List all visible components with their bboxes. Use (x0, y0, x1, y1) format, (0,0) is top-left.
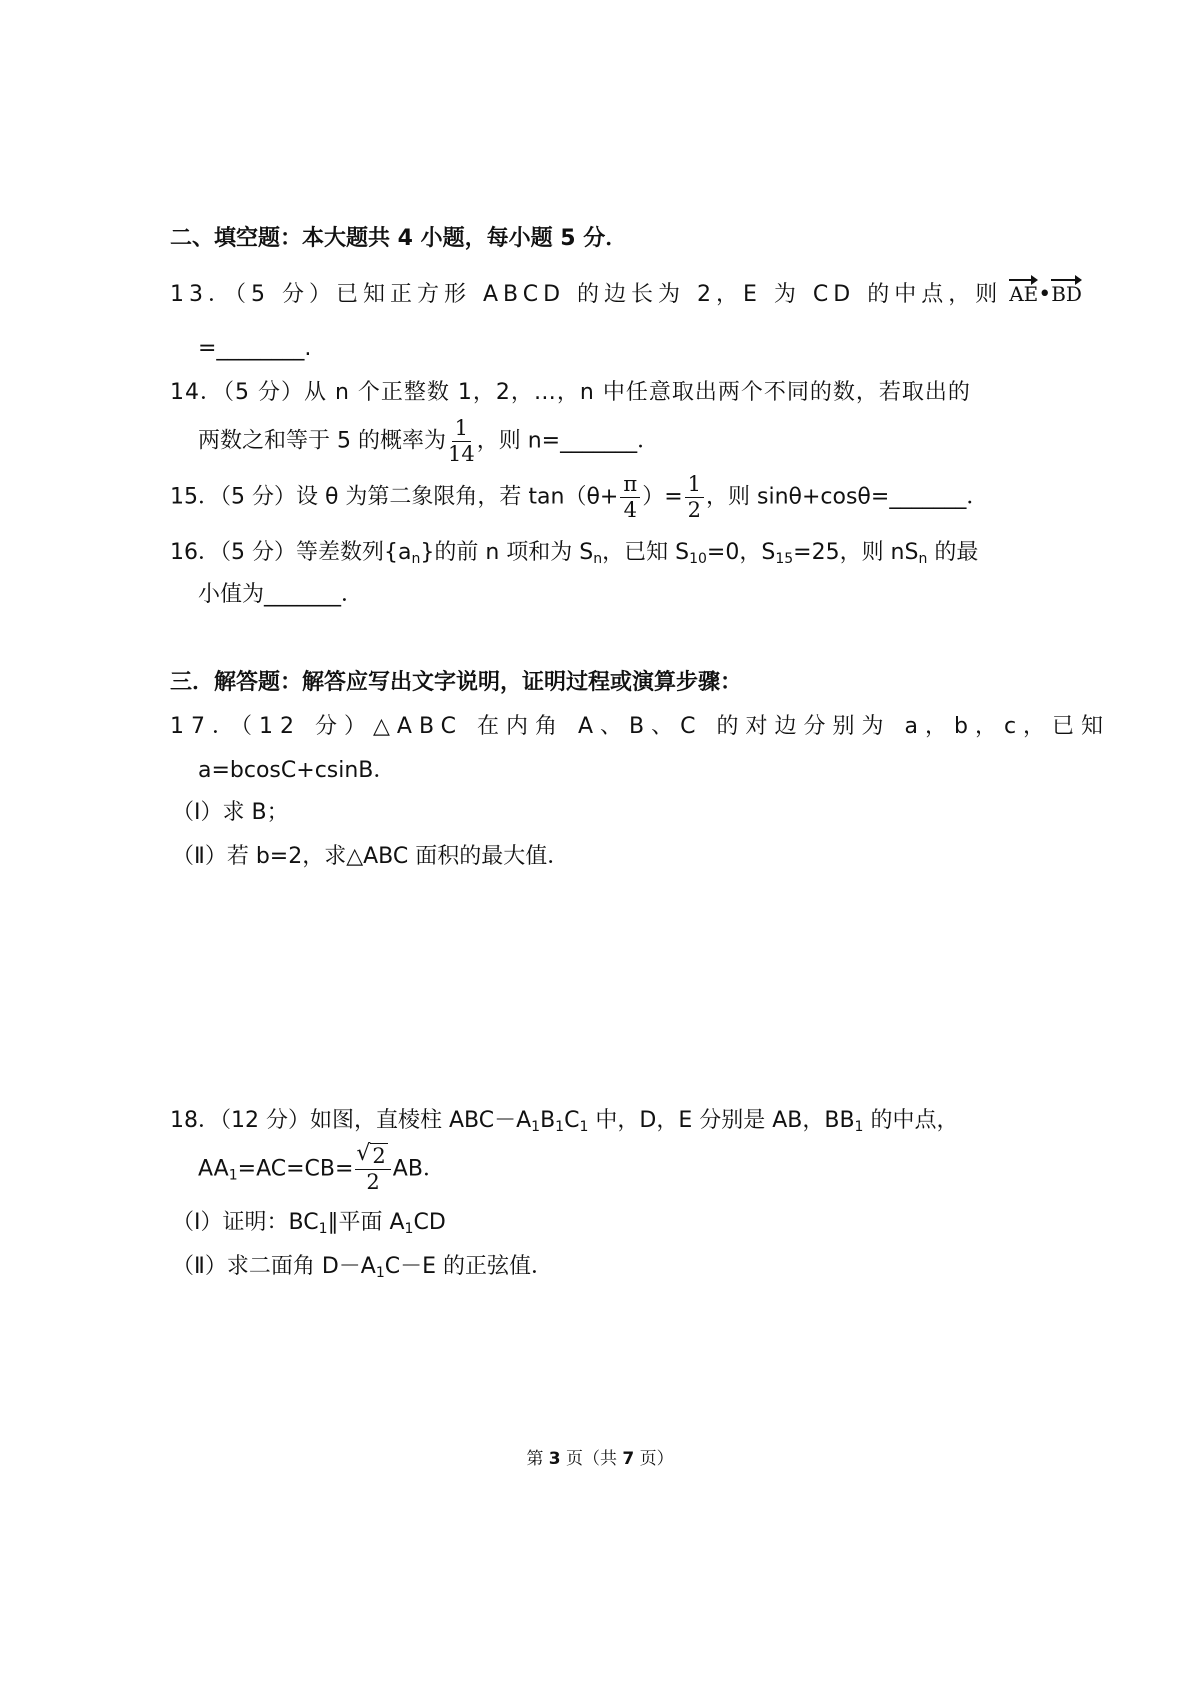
question-14-line2-pre: 两数之和等于 5 的概率为 (198, 428, 446, 454)
question-15-pre: 15．（5 分）设 θ 为第二象限角，若 tan（θ+ (170, 484, 619, 510)
q18-sub-4: 1 (854, 1119, 864, 1135)
fraction-numerator (355, 1146, 390, 1170)
q18-p2-text-a: （Ⅱ）求二面角 D－A (172, 1254, 376, 1279)
q16-text-d: =0，S (706, 540, 776, 565)
question-16-line1 (170, 540, 979, 567)
question-18-line2 (198, 1146, 445, 1193)
page-footer (0, 1444, 1200, 1469)
fraction-sqrt2-2 (355, 1146, 390, 1193)
footer-text-mid: 页（共 (560, 1449, 623, 1469)
question-18-part-1 (172, 1210, 446, 1237)
q16-text-b: }的前 n 项和为 S (420, 540, 594, 565)
q18-text-e: 的中点， (863, 1108, 959, 1133)
q18-l2-text-b: =AC=CB= (237, 1156, 354, 1182)
question-13-text: 13．（5 分）已知正方形 ABCD 的边长为 2，E 为 CD 的中点，则 (170, 282, 1003, 307)
q16-sub-b: n (593, 551, 603, 567)
fraction-denominator: 14 (447, 442, 475, 466)
fraction-numerator: 1 (685, 474, 704, 498)
question-18-part-2 (172, 1254, 553, 1281)
q18-p2-text-b: C－E 的正弦值． (384, 1254, 553, 1279)
question-17-part-2: （Ⅱ）若 b=2，求△ABC 面积的最大值． (172, 844, 570, 869)
q18-p2-sub: 1 (375, 1265, 385, 1281)
q18-p1-text-b: ∥平面 A (327, 1210, 405, 1235)
q16-sub-c: 10 (689, 551, 707, 567)
section-3-heading: 三．解答题：解答应写出文字说明，证明过程或演算步骤： (170, 670, 743, 695)
fraction-denominator: 4 (623, 498, 637, 522)
q18-sub-2: 1 (555, 1119, 565, 1135)
footer-total-pages: 7 (622, 1449, 635, 1469)
fraction-numerator: 1 (452, 418, 471, 442)
sqrt-symbol (358, 1146, 387, 1167)
vector-ae: AE (1009, 282, 1039, 306)
fraction-pi-4 (620, 474, 640, 521)
q18-l2-text-a: AA (198, 1156, 229, 1182)
question-18-line1 (170, 1108, 959, 1135)
question-17-part-1: （Ⅰ）求 B； (172, 800, 289, 825)
q18-p1-text-a: （Ⅰ）证明：BC (172, 1210, 319, 1235)
fraction-numerator: π (620, 474, 640, 498)
q16-text-e: =25，则 nS (793, 540, 919, 565)
question-13-answer-blank: =________. (198, 336, 312, 361)
question-14-line1: 14．（5 分）从 n 个正整数 1，2，…，n 中任意取出两个不同的数，若取出的 (170, 380, 971, 405)
question-17-line2: a=bcosC+csinB． (198, 758, 396, 783)
vector-bd: BD (1051, 282, 1082, 306)
q16-sub-d: 15 (775, 551, 794, 567)
question-14-line2 (198, 418, 659, 465)
question-13 (170, 284, 1082, 306)
question-17-line1: 17．（12 分）△ABC 在内角 A、B、C 的对边分别为 a，b，c，已知 (170, 714, 1111, 739)
q16-sub-a: n (411, 551, 421, 567)
footer-text-pre: 第 (526, 1449, 549, 1469)
q18-l2-sub: 1 (228, 1167, 238, 1184)
q16-text-c: ，已知 S (602, 540, 690, 565)
q18-text-a: 18．（12 分）如图，直棱柱 ABC－A (170, 1108, 532, 1133)
fraction-1-14 (448, 418, 475, 465)
q16-text-f: 的最 (927, 540, 979, 565)
q18-text-d: 中，D，E 分别是 AB，BB (588, 1108, 855, 1133)
q18-sub-1: 1 (531, 1119, 541, 1135)
footer-page-number: 3 (548, 1449, 561, 1469)
section-2-heading: 二、填空题：本大题共 4 小题，每小题 5 分． (170, 226, 628, 251)
dot-operator: • (1038, 282, 1052, 307)
radicand: 2 (372, 1144, 386, 1168)
question-16-line2: 小值为_______． (198, 582, 364, 607)
fraction-1-2 (685, 474, 704, 521)
q18-sub-3: 1 (579, 1119, 589, 1135)
q18-p1-text-c: CD (413, 1210, 446, 1235)
question-14-line2-post: ，则 n=_______． (476, 428, 660, 454)
q18-p1-sub-1: 1 (318, 1221, 328, 1237)
fraction-denominator: 2 (366, 1170, 380, 1194)
question-15-post: ，则 sinθ+cosθ=_______． (706, 484, 989, 510)
question-15-mid: ）= (642, 484, 683, 510)
footer-text-post: 页） (634, 1449, 674, 1469)
q16-text-a: 16．（5 分）等差数列{a (170, 540, 412, 565)
q18-text-b: B (540, 1108, 556, 1133)
q16-sub-e: n (918, 551, 928, 567)
q18-p1-sub-2: 1 (404, 1221, 414, 1237)
q18-text-c: C (564, 1108, 580, 1133)
question-15 (170, 474, 988, 521)
q18-l2-text-c: AB． (392, 1156, 445, 1182)
fraction-denominator: 2 (687, 498, 701, 522)
